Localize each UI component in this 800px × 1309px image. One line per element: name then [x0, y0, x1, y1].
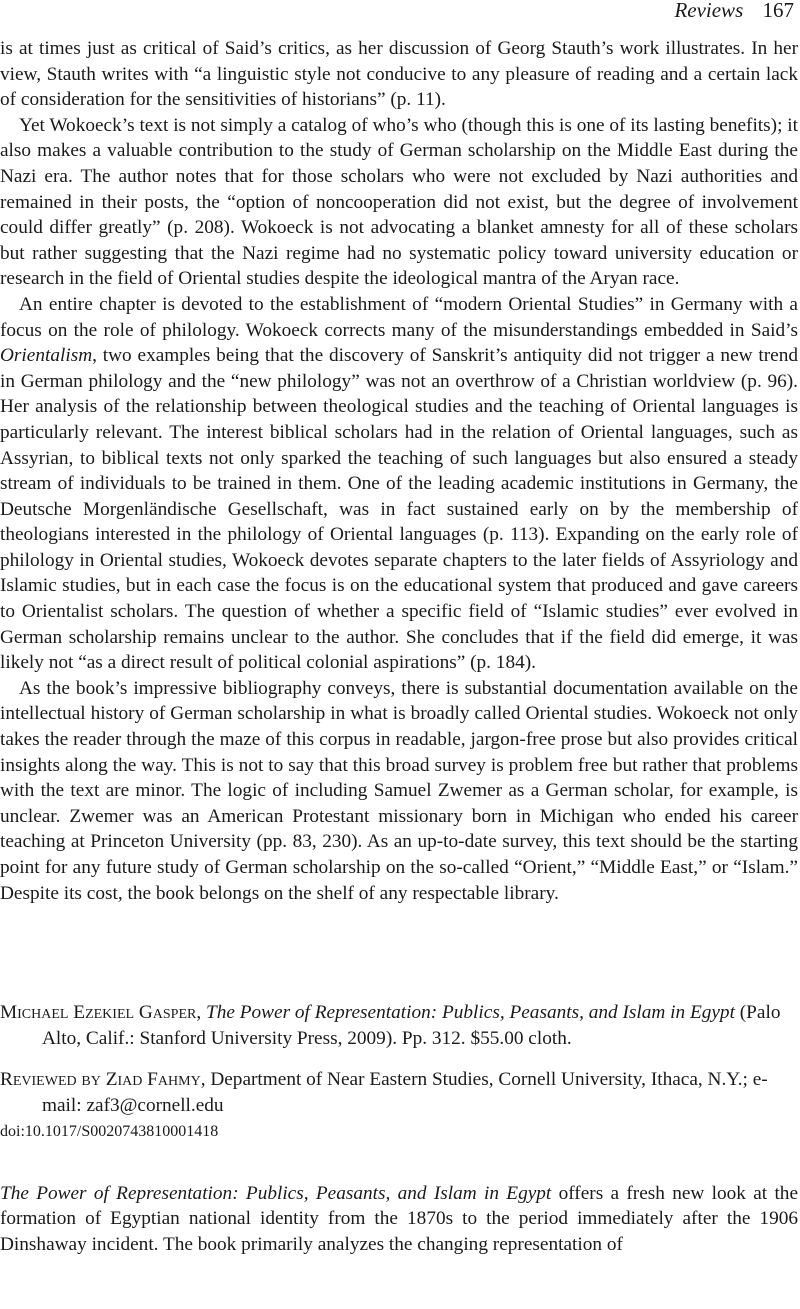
book-publication: (Palo Alto, Calif.: Stanford University Press, 2009). Pp. 312. $55.00 cloth.	[42, 1002, 781, 1049]
page-body	[0, 36, 798, 1257]
reviewer-affiliation: , Department of Near Eastern Studies, Cornell University, Ithaca, N.Y.; e-mail: zaf3@cornell.edu	[42, 1069, 768, 1116]
review1-paragraph-1: is at times just as critical of Said’s critics, as her discussion of Georg Stauth’s work illustrates. In her view, Stauth writes with “a linguistic style not conducive to any pleasure of reading and a certain lack of consideration for the sensitivities of historians” (p. 11).	[0, 38, 798, 111]
review1-paragraph-3-text-a: An entire chapter is devoted to the establishment of “modern Oriental Studies” in Germany with a focus on the role of philology. Wokoeck corrects many of the misunderstandings embedded in Said’s	[0, 293, 798, 341]
doi: doi:10.1017/S0020743810001418	[0, 1122, 219, 1140]
review1-paragraph-3-text-b: , two examples being that the discovery of Sanskrit’s antiquity did not trigger a new trend in German philology and the “new philology” was not an overthrow of a Christian worldview (p. 96). Her analysis of the relationship between theological studies and the teaching of Oriental languages is particularly relevant. The interest biblical scholars had in the relation of Oriental languages, such as Assyrian, to biblical texts not only sparked the teaching of such languages but also ensured a steady stream of individuals to be trained in them. One of the leading academic institutions in Germany, the Deutsche Morgenländische Gesellschaft, was in fact sustained early on by the membership of theologians interested in the philology of Oriental languages (p. 113). Expanding on the early role of philology in Oriental studies, Wokoeck devotes separate chapters to the later fields of Assyriology and Islamic studies, but in each case the focus is on the educational system that produced and gave careers to Orientalist scholars. The question of whether a specific field of “Islamic studies” ever evolved in German scholarship remains unclear to the author. She concludes that if the field did emerge, it was likely not “as a direct result of political colonial aspirations” (p. 184).	[0, 345, 798, 674]
section-separator	[0, 906, 798, 1000]
running-header	[674, 0, 794, 22]
book-title: The Power of Representation: Publics, Peasants, and Islam in Egypt	[206, 1002, 735, 1024]
review2-book-title: The Power of Representation: Publics, Peasants, and Islam in Egypt	[0, 1182, 552, 1204]
book-author: Michael Ezekiel Gasper	[0, 1002, 197, 1024]
book-citation: Michael Ezekiel Gasper, The Power of Representation: Publics, Peasants, and Islam in Egypt (Palo Alto, Calif.: Stanford University Press, 2009). Pp. 312. $55.00 cloth.	[0, 1002, 781, 1049]
review1-paragraph-2: Yet Wokoeck’s text is not simply a catalog of who’s who (though this is one of its lasting benefits); it also makes a valuable contribution to the study of German scholarship on the Middle East during the Nazi era. The author notes that for those scholars who were not excluded by Nazi authorities and remained in their posts, the “option of noncooperation did not exist, but the degree of involvement could differ greatly” (p. 208). Wokoeck is not advocating a blanket amnesty for all of these scholars but rather suggesting that the Nazi regime had no systematic policy toward university education or research in the field of Oriental studies despite the ideological mantra of the Aryan race.	[0, 114, 798, 290]
review1-paragraph-4: As the book’s impressive bibliography conveys, there is substantial documentation available on the intellectual history of German scholarship in what is broadly called Oriental studies. Wokoeck not only takes the reader through the maze of this corpus in readable, jargon-free prose but also provides critical insights along the way. This is not to say that this broad survey is problem free but rather that problems with the text are minor. The logic of including Samuel Zwemer as a German scholar, for example, is unclear. Zwemer was an American Protestant missionary born in Michigan who ended his career teaching at Princeton University (pp. 83, 230). As an up-to-date survey, this text should be the starting point for any future study of German scholarship on the so-called “Orient,” “Middle East,” or “Islam.” Despite its cost, the book belongs on the shelf of any respectable library.	[0, 677, 798, 904]
running-header-section: Reviews	[674, 0, 744, 22]
review1-paragraph-3	[0, 292, 798, 676]
reviewer-name: Reviewed by Ziad Fahmy	[0, 1069, 201, 1091]
page-number: 167	[762, 0, 794, 22]
review2-paragraph-1	[0, 1181, 798, 1258]
reviewer-line	[0, 1067, 798, 1118]
review2-paragraph-1-text: offers a fresh new look at the formation of Egyptian national identity from the 1870s to the period immediately after the 1906 Dinshaway incident. The book primarily analyzes the changing representation of	[0, 1182, 798, 1255]
orientalism-title: Orientalism	[0, 345, 93, 367]
